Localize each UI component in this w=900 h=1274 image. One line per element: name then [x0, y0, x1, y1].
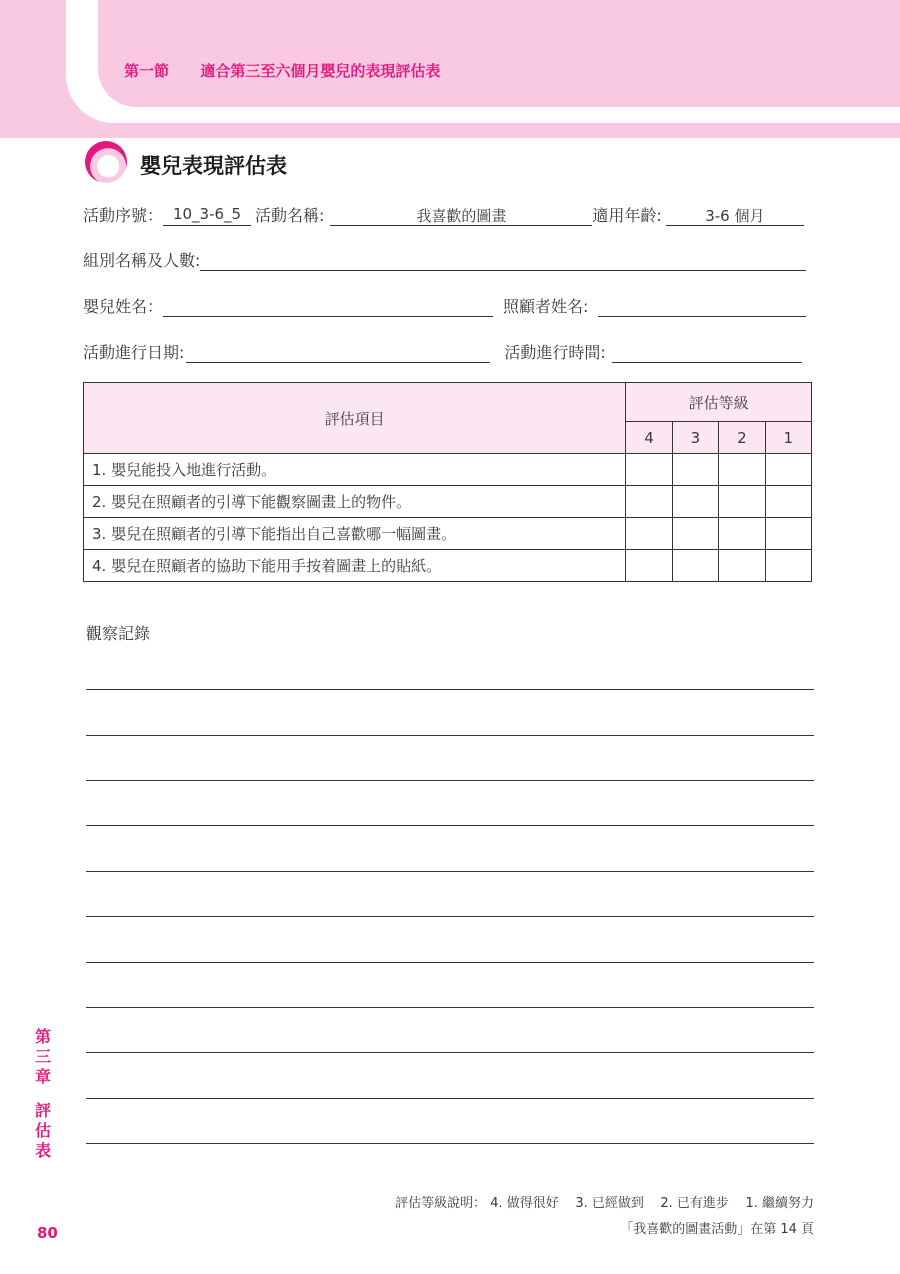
grade-cell[interactable]: [719, 486, 765, 518]
observation-line[interactable]: [86, 689, 814, 690]
section-number: 第一節: [124, 62, 170, 80]
grade-cell[interactable]: [719, 550, 765, 582]
grade-cell[interactable]: [672, 550, 718, 582]
table-row: [84, 550, 812, 582]
observation-line[interactable]: [86, 780, 814, 781]
schedule-row: [83, 340, 802, 363]
grade-4-header: 4: [626, 422, 672, 454]
page-number: 80: [37, 1224, 58, 1242]
table-row: [84, 486, 812, 518]
grade-cell[interactable]: [719, 454, 765, 486]
topic-label: 評 估 表: [34, 1101, 51, 1160]
activity-name-field[interactable]: 我喜歡的圖畫: [330, 205, 592, 226]
grade-header: 評估等級: [626, 383, 812, 422]
grade-cell[interactable]: [626, 518, 672, 550]
date-label: 活動進行日期:: [83, 343, 185, 362]
grade-cell[interactable]: [672, 518, 718, 550]
page-title: 嬰兒表現評估表: [140, 154, 287, 178]
time-label: 活動進行時間:: [504, 343, 606, 362]
observation-line[interactable]: [86, 1143, 814, 1144]
item-cell: 2. 嬰兒在照顧者的引導下能觀察圖畫上的物件。: [84, 486, 626, 518]
grade-cell[interactable]: [765, 486, 811, 518]
carer-name-label: 照顧者姓名:: [503, 297, 589, 316]
carer-name-field[interactable]: [598, 296, 806, 317]
grade-2-header: 2: [719, 422, 765, 454]
group-row: [83, 248, 806, 271]
group-label: 組別名稱及人數:: [83, 251, 201, 270]
activity-no-field[interactable]: 10_3-6_5: [163, 205, 251, 226]
observation-line[interactable]: [86, 1052, 814, 1053]
evaluation-table: [83, 382, 812, 582]
grade-cell[interactable]: [626, 550, 672, 582]
date-field[interactable]: [186, 342, 490, 363]
grade-legend: 評估等級說明： 4. 做得很好 3. 已經做到 2. 已有進步 1. 繼續努力: [395, 1196, 814, 1211]
grade-cell[interactable]: [765, 518, 811, 550]
activity-no-label: 活動序號：: [83, 206, 164, 225]
age-label: 適用年齡:: [592, 206, 662, 225]
chapter-side-label: [33, 1027, 53, 1161]
table-row: [84, 454, 812, 486]
page-reference: 「我喜歡的圖畫活動」在第 14 頁: [620, 1222, 814, 1237]
grade-cell[interactable]: [719, 518, 765, 550]
section-heading: 適合第三至六個月嬰兒的表現評估表: [200, 62, 441, 80]
grade-cell[interactable]: [765, 454, 811, 486]
grade-cell[interactable]: [765, 550, 811, 582]
chapter-label: 第 三 章: [34, 1027, 51, 1086]
item-cell: 3. 嬰兒在照顧者的引導下能指出自己喜歡哪一幅圖畫。: [84, 518, 626, 550]
observation-line[interactable]: [86, 916, 814, 917]
grade-3-header: 3: [672, 422, 718, 454]
observation-line[interactable]: [86, 825, 814, 826]
observation-line[interactable]: [86, 871, 814, 872]
item-header: 評估項目: [84, 383, 626, 454]
bubble-icon: [85, 141, 127, 183]
grade-cell[interactable]: [672, 486, 718, 518]
observation-line[interactable]: [86, 1098, 814, 1099]
time-field[interactable]: [612, 342, 802, 363]
item-cell: 1. 嬰兒能投入地進行活動。: [84, 454, 626, 486]
grade-cell[interactable]: [672, 454, 718, 486]
names-row: [83, 294, 806, 317]
observation-label: 觀察記錄: [86, 624, 151, 643]
grade-cell[interactable]: [626, 486, 672, 518]
grade-1-header: 1: [765, 422, 811, 454]
grade-cell[interactable]: [626, 454, 672, 486]
age-field[interactable]: 3-6 個月: [666, 205, 804, 226]
activity-name-label: 活動名稱:: [255, 206, 325, 225]
observation-line[interactable]: [86, 962, 814, 963]
observation-line[interactable]: [86, 735, 814, 736]
item-cell: 4. 嬰兒在照顧者的協助下能用手按着圖畫上的貼紙。: [84, 550, 626, 582]
observation-line[interactable]: [86, 1007, 814, 1008]
group-field[interactable]: [200, 250, 806, 271]
header-tab: [98, 0, 900, 107]
baby-name-label: 嬰兒姓名：: [83, 297, 164, 316]
activity-info-row: [83, 203, 804, 226]
baby-name-field[interactable]: [163, 296, 493, 317]
table-row: [84, 518, 812, 550]
section-title: [124, 60, 440, 81]
